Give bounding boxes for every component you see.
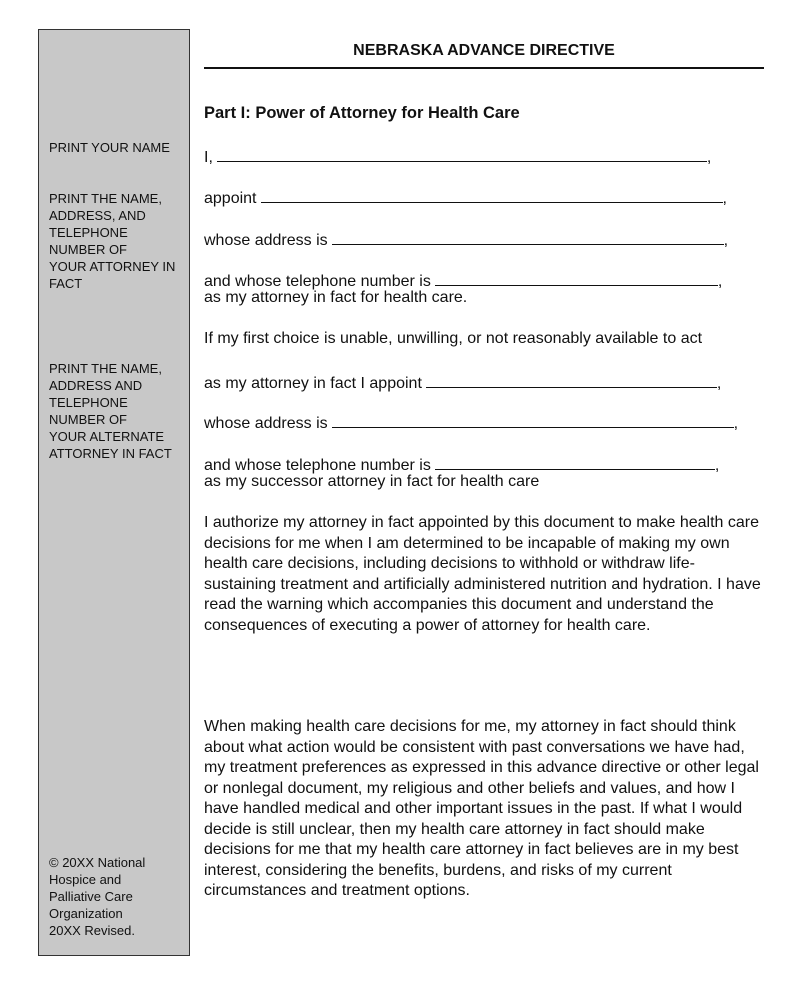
name-comma: , [706,149,712,166]
name-field[interactable] [217,146,707,162]
authorize-paragraph: I authorize my attorney in fact appointed by this document to make health care decisions for me when I am determined to be incapable of making my own health care decisions, including decisions to withhold or withdraw life-sustaining treatment and artificially administered nutrition and hydration. I have read the warning which accompanies this document and understand the consequences of executing a power of attorney for health care. [204,514,761,634]
alt-appoint-prefix: as my attorney in fact I appoint [204,375,422,392]
alternate-address-field[interactable] [332,412,734,428]
attorney-close-text: as my attorney in fact for health care. [204,289,468,306]
print-your-name-label: PRINT YOUR NAME [49,140,170,155]
alt-appoint-comma: , [716,375,722,392]
address-comma: , [723,232,729,249]
appoint-prefix: appoint [204,190,257,207]
instructions-sidebar [38,29,190,956]
address-line [204,229,728,250]
title-divider [204,67,764,69]
attorney-address-field[interactable] [332,229,724,245]
appoint-line [204,187,727,208]
part-heading: Part I: Power of Attorney for Health Care [204,104,520,122]
appoint-comma: , [722,190,727,207]
first-choice-text: If my first choice is unable, unwilling, or not reasonably available to act [204,330,703,347]
telephone-prefix: and whose telephone number is [204,273,431,290]
decisions-paragraph: When making health care decisions for me, my attorney in fact should think about what action would be consistent with past conversations we have had, my treatment preferences as expressed in this advance directive or other legal or nonlegal document, my religious and other beliefs and values, and how I have handled medical and other important issues in the past. If what I would decide is still unclear, then my health care attorney in fact should make decisions for me that my health care attorney in fact believes are in my best interest, considering the benefits, burdens, and risks of my current circumstances and treatment options. [204,718,759,899]
alt-address-prefix: whose address is [204,415,328,432]
alternate-address-line [204,412,738,433]
attorney-telephone-field[interactable] [435,270,718,286]
alternate-telephone-line [204,454,719,475]
copyright-note: © 20XX National Hospice and Palliative Care Organization 20XX Revised. [49,855,146,938]
alt-address-comma: , [733,415,739,432]
document-title: NEBRASKA ADVANCE DIRECTIVE [353,42,615,59]
print-attorney-label: PRINT THE NAME, ADDRESS, AND TELEPHONE NUMBER OF YOUR ATTORNEY IN FACT [49,191,176,291]
successor-close-text: as my successor attorney in fact for health care [204,473,540,490]
alternate-name-field[interactable] [426,372,717,388]
alternate-appoint-line [204,372,721,393]
alt-telephone-comma: , [714,457,720,474]
name-line [204,146,711,167]
address-prefix: whose address is [204,232,328,249]
telephone-line [204,270,722,291]
attorney-name-field[interactable] [261,187,723,203]
telephone-comma: , [717,273,723,290]
print-alternate-label: PRINT THE NAME, ADDRESS AND TELEPHONE NUMBER OF YOUR ALTERNATE ATTORNEY IN FACT [49,361,172,461]
alt-telephone-prefix: and whose telephone number is [204,457,431,474]
name-prefix: I, [204,149,213,166]
alternate-telephone-field[interactable] [435,454,715,470]
